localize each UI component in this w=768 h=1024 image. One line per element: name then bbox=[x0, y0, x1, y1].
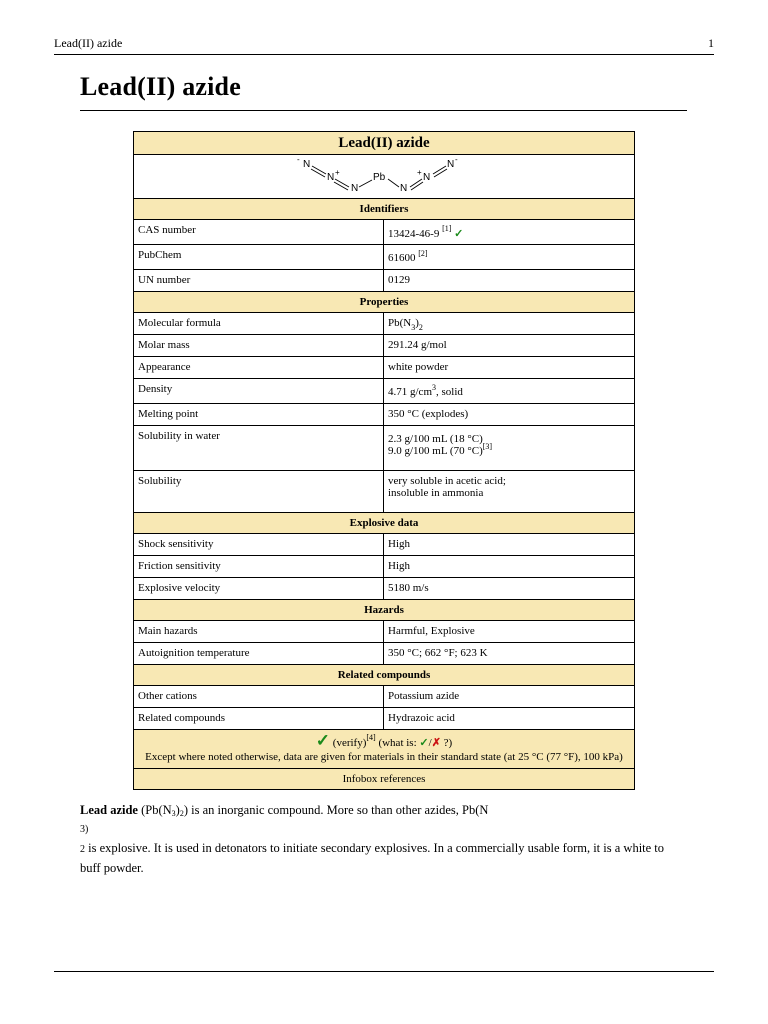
row-melting-point bbox=[134, 404, 635, 426]
section-header-related-compounds: Related compounds bbox=[134, 665, 635, 686]
page-title: Lead(II) azide bbox=[80, 72, 241, 101]
infobox-title: Lead(II) azide bbox=[134, 132, 635, 155]
formula-part: ) bbox=[415, 317, 419, 329]
intro-line-2: 3) bbox=[80, 824, 89, 835]
article-intro-paragraph bbox=[80, 801, 690, 878]
density-exponent: 3 bbox=[432, 383, 436, 392]
formula-part: Pb(N bbox=[388, 317, 412, 329]
solubility-water-line-2 bbox=[388, 442, 630, 457]
solubility-line: insoluble in ammonia bbox=[388, 487, 484, 499]
charge-right-central: + bbox=[417, 168, 422, 177]
slash-separator: / bbox=[428, 737, 432, 749]
appearance-label: Appearance bbox=[134, 357, 384, 379]
density-state: , solid bbox=[436, 386, 463, 398]
atom-n-left-bonded: N bbox=[351, 183, 359, 194]
title-divider bbox=[80, 110, 687, 111]
infobox-notes bbox=[134, 730, 635, 769]
row-other-cations bbox=[134, 686, 635, 708]
intro-line-4: buff powder. bbox=[80, 861, 144, 875]
formula-subscript: 2 bbox=[418, 323, 423, 332]
standard-state-note: Except where noted otherwise, data are given for materials in their standard state (at 25 °C (77 °F), 100 kPa) bbox=[145, 751, 623, 763]
row-molecular-formula bbox=[134, 313, 635, 335]
row-related-compounds bbox=[134, 708, 635, 730]
what-is-end: ?) bbox=[443, 737, 453, 749]
row-density bbox=[134, 379, 635, 404]
lead-term: Lead azide bbox=[80, 803, 138, 817]
intro-text: is explosive. It is used in detonators to initiate secondary explosives. In a commercially usable form, it is a white to bbox=[85, 841, 665, 855]
intro-formula-subscript: 2 bbox=[179, 809, 184, 818]
section-header-identifiers: Identifiers bbox=[134, 199, 635, 220]
main-hazards-value: Harmful, Explosive bbox=[384, 621, 635, 643]
solubility-in-water-value bbox=[384, 426, 635, 471]
row-pubchem bbox=[134, 245, 635, 270]
intro-formula-part: ) bbox=[175, 803, 180, 817]
charge-left-central: + bbox=[335, 168, 340, 177]
autoignition-label: Autoignition temperature bbox=[134, 643, 384, 665]
section-header-hazards: Hazards bbox=[134, 600, 635, 621]
friction-sensitivity-value: High bbox=[384, 556, 635, 578]
related-compounds-value[interactable]: Hydrazoic acid bbox=[384, 708, 635, 730]
solubility-water-line: 2.3 g/100 mL (18 °C) bbox=[388, 433, 483, 445]
page-number: 1 bbox=[708, 36, 714, 50]
charge-left-terminal: - bbox=[297, 155, 300, 164]
intro-line bbox=[80, 801, 690, 820]
molecular-formula-value bbox=[384, 313, 635, 335]
atom-n-right-central: N bbox=[423, 172, 431, 183]
atom-n-left-terminal: N bbox=[303, 159, 311, 170]
running-header bbox=[54, 36, 714, 55]
infobox-references[interactable]: Infobox references bbox=[134, 769, 635, 790]
intro-subscript-number: 2 bbox=[80, 844, 85, 855]
shock-sensitivity-value: High bbox=[384, 534, 635, 556]
verify-line bbox=[138, 731, 630, 750]
cas-label: CAS number bbox=[134, 220, 384, 245]
row-main-hazards bbox=[134, 621, 635, 643]
cas-value-cell bbox=[384, 220, 635, 245]
solubility-in-water-label: Solubility in water bbox=[134, 426, 384, 471]
cross-mark-icon[interactable]: ✗ bbox=[431, 737, 441, 749]
molar-mass-value: 291.24 g/mol bbox=[384, 335, 635, 357]
melting-point-value: 350 °C (explodes) bbox=[384, 404, 635, 426]
verify-reference[interactable]: [4] bbox=[366, 733, 376, 742]
un-number-value: 0129 bbox=[384, 270, 635, 292]
pubchem-reference[interactable]: [2] bbox=[418, 249, 428, 258]
related-compounds-label: Related compounds bbox=[134, 708, 384, 730]
intro-formula-part: (Pb(N bbox=[137, 803, 172, 817]
charge-right-terminal: - bbox=[455, 155, 458, 164]
footer-divider bbox=[54, 971, 714, 972]
intro-formula-subscript: 3 bbox=[171, 809, 176, 818]
atom-n-left-central: N bbox=[327, 172, 335, 183]
atom-n-right-terminal: N bbox=[447, 159, 455, 170]
density-value bbox=[384, 379, 635, 404]
lead-azide-structure-diagram bbox=[294, 155, 474, 195]
atom-pb: Pb bbox=[373, 172, 386, 183]
solubility-water-line-text: 9.0 g/100 mL (70 °C) bbox=[388, 445, 483, 457]
molecular-formula-label: Molecular formula bbox=[134, 313, 384, 335]
row-solubility bbox=[134, 471, 635, 513]
section-header-properties: Properties bbox=[134, 292, 635, 313]
check-mark-icon: ✓ bbox=[315, 731, 331, 750]
solubility-water-reference[interactable]: [3] bbox=[482, 442, 493, 451]
cas-value[interactable]: 13424-46-9 bbox=[388, 228, 440, 240]
row-cas-number bbox=[134, 220, 635, 245]
row-appearance bbox=[134, 357, 635, 379]
friction-sensitivity-label: Friction sensitivity bbox=[134, 556, 384, 578]
check-mark-icon[interactable]: ✓ bbox=[419, 737, 429, 749]
what-is-text: (what is: bbox=[378, 737, 417, 749]
formula-subscript: 3 bbox=[411, 323, 416, 332]
appearance-value: white powder bbox=[384, 357, 635, 379]
row-shock-sensitivity bbox=[134, 534, 635, 556]
molar-mass-label: Molar mass bbox=[134, 335, 384, 357]
running-header-title: Lead(II) azide bbox=[54, 36, 123, 50]
row-un-number bbox=[134, 270, 635, 292]
shock-sensitivity-label: Shock sensitivity bbox=[134, 534, 384, 556]
main-hazards-label: Main hazards bbox=[134, 621, 384, 643]
explosive-velocity-label: Explosive velocity bbox=[134, 578, 384, 600]
cas-reference[interactable]: [1] bbox=[442, 224, 452, 233]
row-molar-mass bbox=[134, 335, 635, 357]
section-header-explosive-data: Explosive data bbox=[134, 513, 635, 534]
solubility-value bbox=[384, 471, 635, 513]
pubchem-value[interactable]: 61600 bbox=[388, 252, 416, 264]
solubility-line: very soluble in acetic acid; bbox=[388, 475, 506, 487]
pubchem-value-cell bbox=[384, 245, 635, 270]
structure-diagram-cell bbox=[134, 155, 635, 199]
melting-point-label: Melting point bbox=[134, 404, 384, 426]
atom-n-right-bonded: N bbox=[400, 183, 408, 194]
density-number: 4.71 g/cm bbox=[388, 386, 432, 398]
row-friction-sensitivity bbox=[134, 556, 635, 578]
verify-link[interactable]: (verify) bbox=[332, 737, 367, 749]
solubility-label: Solubility bbox=[134, 471, 384, 513]
other-cations-label: Other cations bbox=[134, 686, 384, 708]
row-solubility-in-water bbox=[134, 426, 635, 471]
verified-check-icon: ✓ bbox=[454, 228, 464, 240]
intro-text: ) is an inorganic compound. More so than other azides, Pb(N bbox=[183, 803, 489, 817]
autoignition-value: 350 °C; 662 °F; 623 K bbox=[384, 643, 635, 665]
pubchem-label: PubChem bbox=[134, 245, 384, 270]
un-number-label: UN number bbox=[134, 270, 384, 292]
chembox-infobox bbox=[133, 131, 635, 790]
density-label: Density bbox=[134, 379, 384, 404]
intro-line-3 bbox=[80, 839, 690, 859]
row-autoignition-temperature bbox=[134, 643, 635, 665]
other-cations-value[interactable]: Potassium azide bbox=[384, 686, 635, 708]
row-explosive-velocity bbox=[134, 578, 635, 600]
explosive-velocity-value: 5180 m/s bbox=[384, 578, 635, 600]
